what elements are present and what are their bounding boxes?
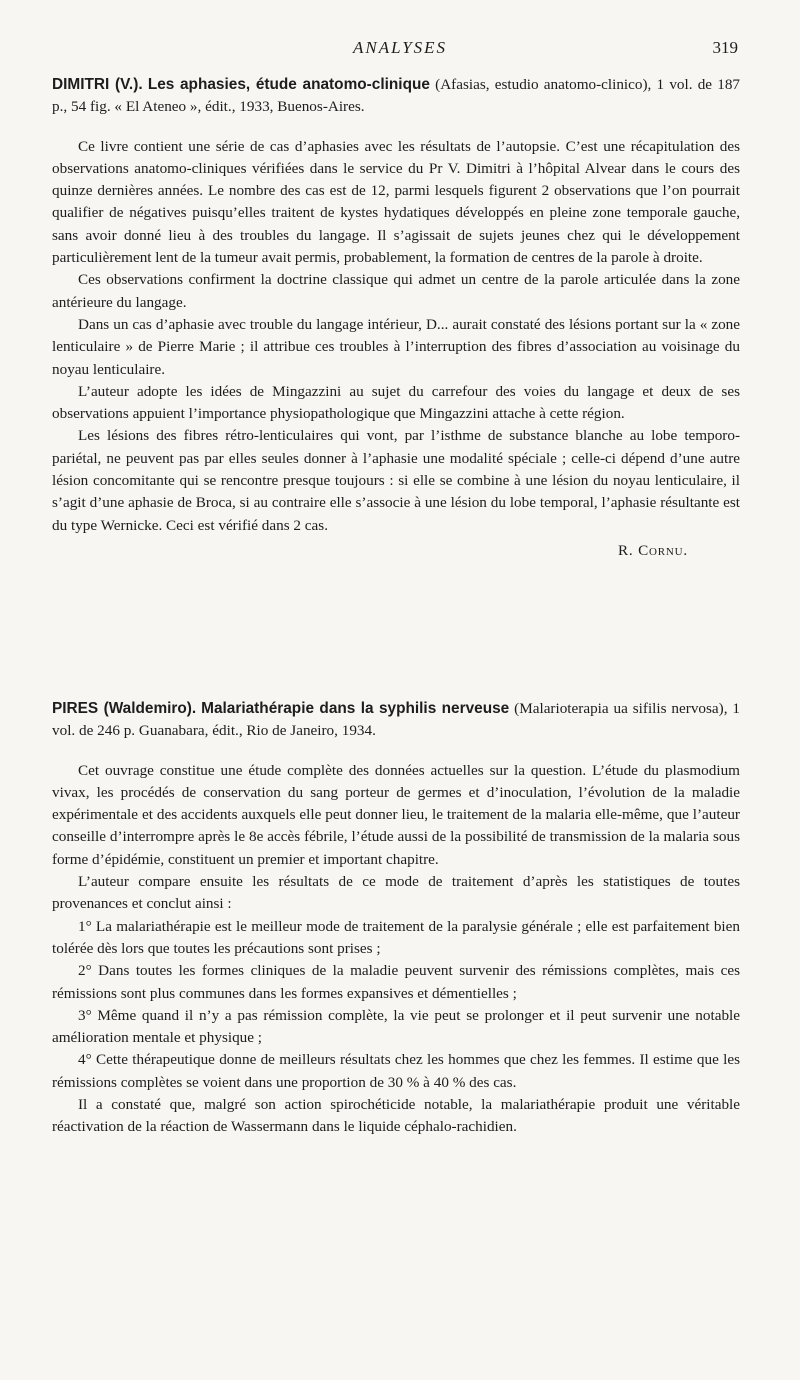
citation [52, 74, 740, 119]
book-title: Malariathérapie dans la syphilis nerveuse [201, 700, 510, 717]
review-pires [52, 698, 740, 1139]
citation-details: (Afasias, estudio anatomo-clinico), 1 vol. de 187 p., 54 fig. « El Ateneo », édit., 1933, Buenos-Aires. [52, 76, 741, 116]
review-author: PIRES (Waldemiro). [52, 700, 197, 717]
paragraph: Ces observations confirment la doctrine classique qui admet un centre de la parole articulée dans la zone antérieure du langage. [52, 271, 740, 311]
citation-details: (Malarioterapia ua sifilis nervosa), 1 vol. de 246 p. Guanabara, édit., Rio de Janeiro, 1934. [52, 700, 741, 740]
reviewer-signature: R. Cornu. [617, 541, 688, 559]
review-dimitri [52, 74, 740, 562]
paragraph: L’auteur compare ensuite les résultats de ce mode de traitement d’après les statistiques de toutes provenances et conclut ainsi : [52, 873, 740, 913]
paragraph: 3° Même quand il n’y a pas rémission complète, la vie peut se prolonger et il peut survenir une notable amélioration mentale et physique ; [52, 1006, 740, 1047]
paragraph: 4° Cette thérapeutique donne de meilleurs résultats chez les hommes que chez les femmes. Il estime que les rémissions complètes se voient dans une proportion de 30 % à 40 % des cas. [52, 1051, 740, 1091]
paragraph: Les lésions des fibres rétro-lenticulaires qui vont, par l’isthme de substance blanche au lobe temporo-pariétal, ne peuvent pas par elles seules donner à l’aphasie une modalité spéciale ; celle-ci dépend d’une autre lésion concomitante qui se rencontre presque toujours : si elle se combine à une lésion du noyau lenticulaire, il s’agit d’une aphasie de Broca, si au contraire elle s’associe à une lésion du lobe temporal, l’aphasie résultante est du type Wernicke. Ceci est vérifié dans 2 cas. [52, 427, 740, 534]
citation [52, 698, 740, 743]
paragraph: Il a constaté que, malgré son action spirochéticide notable, la malariathérapie produit une véritable réactivation de la réaction de Wassermann dans le liquide céphalo-rachidien. [52, 1096, 740, 1136]
review-author: DIMITRI (V.). [52, 76, 143, 93]
paragraph: Dans un cas d’aphasie avec trouble du langage intérieur, D... aurait constaté des lésions portant sur la « zone lenticulaire » de Pierre Marie ; il attribue ces troubles à l’interruption des fibres d’association au voisinage du noyau lenticulaire. [52, 315, 740, 378]
paragraph: 2° Dans toutes les formes cliniques de la maladie peuvent survenir des rémissions complètes, mais ces rémissions sont plus communes dans les formes expansives et démentielles ; [52, 962, 740, 1002]
running-title: ANALYSES [352, 38, 448, 57]
paragraph: L’auteur adopte les idées de Mingazzini au sujet du carrefour des voies du langage et deux de ses observations appuient l’importance physiopathologique que Mingazzini attache à cette région. [52, 382, 740, 423]
paragraph: Cet ouvrage constitue une étude complète des données actuelles sur la question. L’étude du plasmodium vivax, les procédés de conservation du sang porteur de germes et d’inoculation, l’évolution de la maladie expérimentale et des accidents auxquels elle peut donner lieu, le traitement de la malaria elle-même, que l’auteur conseille d’interrompre après le 8e accès fébrile, l’étude aussi de la possibilité de transmission de la malaria sous forme d’épidémie, constituent un premier et important chapitre. [52, 761, 740, 868]
book-title: Les aphasies, étude anatomo-clinique [147, 76, 430, 93]
paragraph: Ce livre contient une série de cas d’aphasies avec les résultats de l’autopsie. C’est une récapitulation des observations anatomo-cliniques vérifiées dans le service du Pr V. Dimitri à l’hôpital Alvear dans le cours des quinze dernières années. Le nombre des cas est de 12, parmi lesquels figurent 2 observations que l’on pourrait qualifier de négatives puisqu’elles traitent de kystes hydatiques développés en pleine zone temporale gauche, sans avoir donné lieu à des troubles du langage. Il s’agissait de sujets jeunes chez qui le développement particulièrement lent de la tumeur avait permis, probablement, la formation de centres de la parole à droite. [52, 137, 740, 267]
paragraph: 1° La malariathérapie est le meilleur mode de traitement de la paralysie générale ; elle est parfaitement bien tolérée dès lors que toutes les précautions sont prises ; [52, 917, 740, 957]
page-number: 319 [712, 38, 738, 57]
running-head [0, 38, 800, 62]
